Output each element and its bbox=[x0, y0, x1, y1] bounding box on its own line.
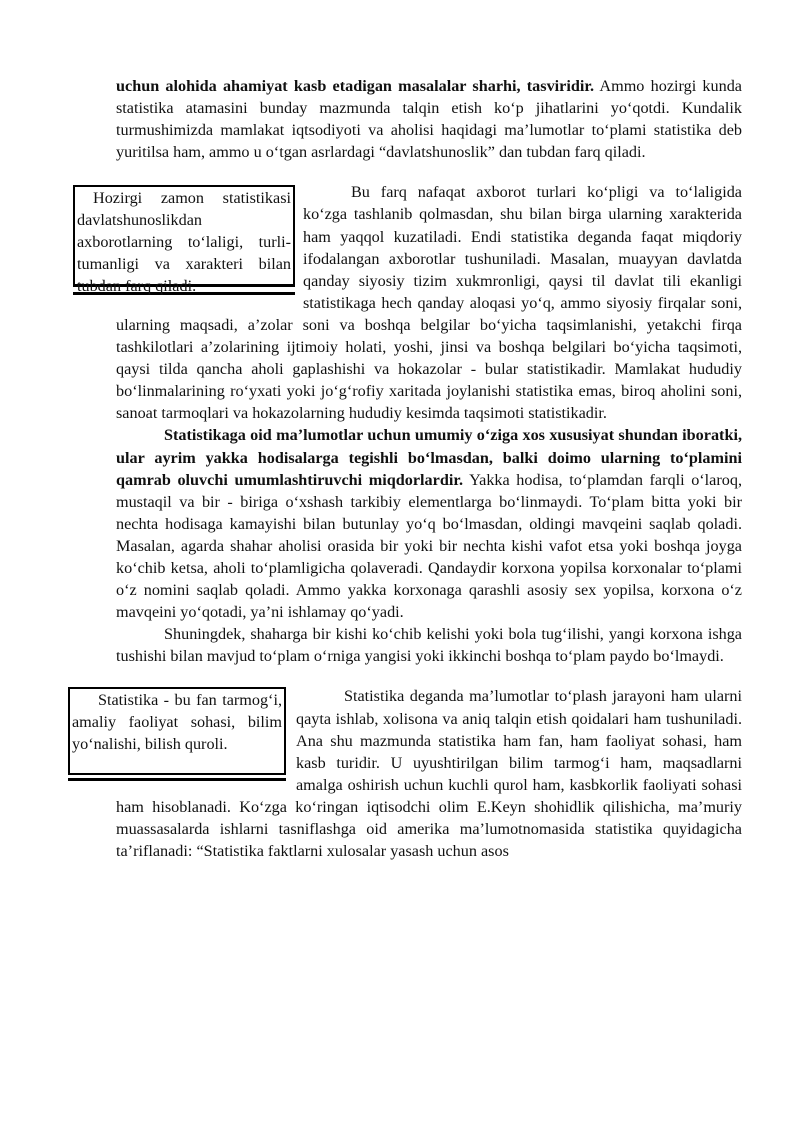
intro-rest: Ammo hozirgi kunda statistika atamasini bunday mazmunda talqin etish ko‘p jihatlarini yo‘qotdi. Kundalik turmushimizda mamlakat iqtsodiyoti va aholisi haqidagi ma’lumotlar to‘plami statistika deb yuritilsa ham, ammo u o‘tgan asrlardagi “davlatshunoslik” dan tubdan farq qiladi. bbox=[116, 77, 742, 162]
sidebox1-text: Hozirgi zamon statistikasi davlatshunoslikdan axborotlarning to‘laligi, turli-tumanligi va xarakteri bilan tubdan farq qiladi. bbox=[77, 189, 291, 296]
paragraph-4: Shuningdek, shaharga bir kishi ko‘chib kelishi yoki bola tug‘ilishi, yangi korxona ishga tushishi bilan mavjud to‘plam o‘rniga yangisi yoki ikkinchi boshqa to‘plam paydo bo‘lmaydi. bbox=[116, 625, 742, 666]
intro-paragraph bbox=[116, 75, 742, 163]
paragraph-3-bold: Statistikaga oid ma’lumotlar uchun umumiy o‘ziga xos xususiyat shundan iboratki, ular ayrim yakka hodisalarga tegishli bo‘lmasdan, balki doimo ularning to‘plamini qamrab oluvchi umumlashtiruvchi miqdorlardir. bbox=[116, 426, 742, 489]
paragraph-3 bbox=[116, 424, 742, 623]
sidebox-statistics-definition bbox=[68, 687, 286, 783]
paragraph-3-rest: Yakka hodisa, to‘plamdan farqli o‘laroq, mustaqil va bir - biriga o‘xshash tarkibiy elementlarga bo‘linmaydi. To‘plam bitta yoki bir nechta hodisaga kamayishi bilan butunlay yo‘q bo‘lmasdan, oldingi mavqeini saqlab qoladi. Masalan, agarda shahar aholisi orasida bir yoki bir nechta kishi vafot etsa yoki boshqa joyga ko‘chib ketsa, aholi to‘plamligicha qolaveradi. Qandaydir korxona yopilsa korxonalar to‘plami o‘z nomini saqlab qoladi. Ammo yakka korxonaga qarashli asosiy sex yopilsa, korxona o‘z mavqeini yo‘qotadi, ya’ni ishlamay qo‘yadi. bbox=[116, 470, 742, 622]
sidebox-modern-statistics bbox=[73, 185, 295, 295]
intro-bold: uchun alohida ahamiyat kasb etadigan masalalar sharhi, tasviridir. bbox=[116, 77, 595, 95]
body-text bbox=[72, 75, 742, 862]
paragraph-2: Bu farq nafaqat axborot turlari ko‘pligi va to‘laligida ko‘zga tashlanib qolmasdan, shu bilan birga ularning xarakterida ham yaqqol kuzatiladi. Endi statistika deganda faqat miqdoriy ifodalangan axborotlar tushuniladi. Masalan, muayyan davlatda qanday siyosiy tizim xukmronligi, qaysi til davlat tili ekanligi statistikaga hech qanday aloqasi yo‘q, ammo siyosiy firqalar soni, ularning maqsadi, a’zolar soni va boshqa belgilar bo‘yicha taqsimlanishi, yetakchi firqa tashkilotlari a’zolarining ijtimoiy holati, yoshi, jinsi va boshqa belgilari bo‘yicha taqsimoti, qaysi tilda qancha aholi gaplashishi va hokazolar - bular statistikadir. Mamlakat hududiy bo‘linmalarining ro‘yxati yoki jo‘g‘rofiy xaritada joylanishi statistika emas, biroq aholini soni, sanoat tarmoqlari va hokazolarning hududiy kesimda taqsimoti statistikadir. bbox=[116, 183, 742, 423]
sidebox2-text: Statistika - bu fan tarmog‘i, amaliy faoliyat sohasi, bilim yo‘nalishi, bilish quroli. bbox=[72, 691, 282, 754]
paragraph-5: Statistika deganda ma’lumotlar to‘plash jarayoni ham ularni qayta ishlab, xolisona va aniq talqin etish qoidalari ham tushuniladi. Ana shu mazmunda statistika ham fan, ham faoliyat sohasi, ham kasb turidir. U uyushtirilgan bilim tarmog‘i ham, maqsadlarni amalga oshirish uchun kuchli qurol ham, kasbkorlik faoliyati sohasi ham hisoblanadi. Ko‘zga ko‘ringan iqtisodchi olim E.Keyn shohidlik qilishicha, ma’muriy muassasalarda ishlarni tasniflashga oid amerika ma’lumotnomasida statistika quyidagicha ta’riflanadi: “Statistika faktlarni xulosalar yasash uchun asos bbox=[116, 687, 742, 861]
